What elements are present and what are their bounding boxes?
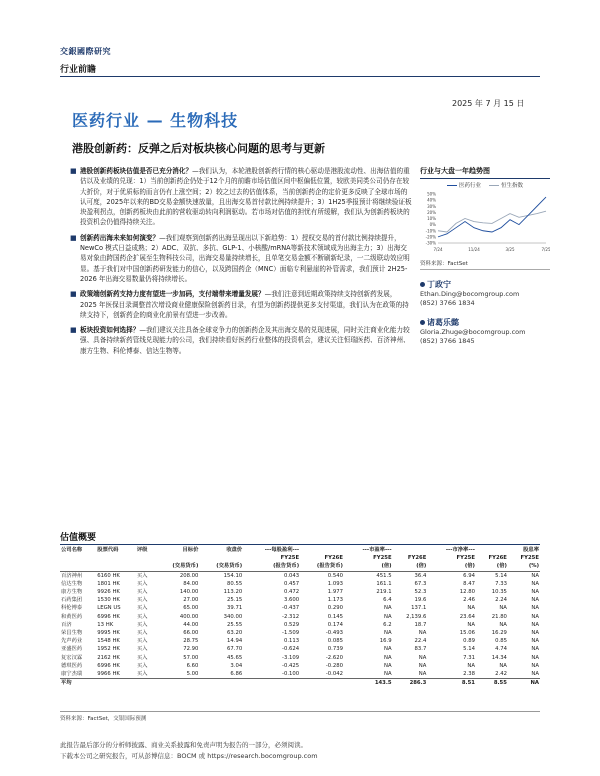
table-row <box>60 621 540 629</box>
y-tick-label: 0% <box>429 222 436 228</box>
y-tick-label: -10% <box>425 228 436 234</box>
person-icon <box>420 320 425 325</box>
table-cell: 复宏汉霖 <box>61 654 83 661</box>
table-header-cell: 收盘价 <box>226 547 243 554</box>
table-cell: 石药集团 <box>61 597 83 604</box>
legend-item <box>447 181 481 189</box>
table-cell: -3.109 <box>282 654 300 661</box>
table-cell: 6.86 <box>230 670 243 677</box>
table-total-row <box>60 679 540 688</box>
table-cell: NA <box>383 613 392 620</box>
table-cell: NA <box>467 662 475 669</box>
table-cell: 买入 <box>136 572 148 579</box>
table-header-cell: (报告货币) <box>300 562 344 571</box>
table-cell: 44.00 <box>183 621 199 628</box>
table-cell: NA <box>531 580 539 587</box>
table-cell: 1530 HK <box>97 597 120 604</box>
table-row <box>60 604 540 612</box>
table-cell: -0.624 <box>282 646 300 653</box>
table-cell: NA <box>383 670 392 677</box>
table-cell: 7.31 <box>463 654 475 661</box>
y-tick-label: 50% <box>427 191 436 197</box>
table-cell: 1801 HK <box>97 580 120 587</box>
table-header-cell: 股息率 <box>523 547 539 554</box>
table-cell: NA <box>499 605 507 612</box>
table-header-cell: FY25E <box>520 555 539 562</box>
table-header-cell: 评级 <box>136 547 148 554</box>
table-cell: 52.3 <box>414 589 427 596</box>
legend-swatch <box>447 185 457 187</box>
table-cell: 买入 <box>136 580 148 587</box>
analyst-card <box>420 318 550 346</box>
table-cell: 0.145 <box>327 613 343 620</box>
table-cell: 13 HK <box>97 621 114 628</box>
table-header-cell <box>96 554 136 562</box>
table-row <box>60 571 540 580</box>
analyst-email[interactable]: Ethan.Ding@bocomgroup.com <box>420 290 520 298</box>
table-cell: 1.173 <box>327 597 343 604</box>
table-header-cell: FY25E <box>373 555 392 562</box>
table-header-cell: FY25E <box>280 555 300 562</box>
table-cell: 8.47 <box>463 580 475 587</box>
table-cell: 6.2 <box>383 621 392 628</box>
table-header-cell: ---市盈率--- <box>362 547 392 554</box>
table-cell: 平均 <box>60 679 96 688</box>
table-header-cell: (交易货币) <box>199 562 243 571</box>
table-cell: NA <box>467 621 475 628</box>
table-header-cell <box>136 554 156 562</box>
table-cell: 18.7 <box>414 621 427 628</box>
series-line <box>438 197 546 237</box>
table-header-cell <box>199 554 243 562</box>
summary-paragraph <box>70 166 412 228</box>
table-header-cell: (报告货币) <box>243 562 300 571</box>
table-cell: -2.312 <box>282 613 300 620</box>
table-row <box>60 580 540 588</box>
table-cell: NA <box>383 629 392 636</box>
table-header-cell: FY26E <box>324 555 343 562</box>
table-cell: NA <box>531 662 539 669</box>
chart-source: 资料来源：FactSet <box>420 259 550 270</box>
analyst-phone: (852) 3766 1845 <box>420 337 475 345</box>
table-header-cell <box>60 562 96 571</box>
table-cell: -0.280 <box>325 662 343 669</box>
y-tick-label: 30% <box>427 203 436 209</box>
table-row <box>60 645 540 653</box>
table-cell: 143.5 <box>344 679 393 688</box>
legend-label: 恒生指数 <box>501 183 524 189</box>
table-header-cell <box>60 554 96 562</box>
table-cell: -0.437 <box>282 605 300 612</box>
table-header-row <box>60 546 540 554</box>
table-cell: 8.55 <box>476 679 508 688</box>
table-cell <box>96 679 136 688</box>
table-header-cell: (倍) <box>344 562 393 571</box>
table-cell: NA <box>531 605 539 612</box>
table-cell: 买入 <box>136 613 148 620</box>
table-cell: 2,139.6 <box>406 613 427 620</box>
table-cell: 161.1 <box>376 580 392 587</box>
table-cell: 23.64 <box>459 613 475 620</box>
sector-title: 医药行业 — 生物科技 <box>72 111 239 130</box>
table-cell: 27.00 <box>183 597 199 604</box>
table-cell: 9966 HK <box>97 670 120 677</box>
table-row <box>60 653 540 661</box>
table-cell: NA <box>418 654 427 661</box>
x-tick-label: 3/25 <box>505 247 515 252</box>
table-header-cell <box>136 562 156 571</box>
table-cell: 12.80 <box>459 589 475 596</box>
table-cell: NA <box>499 621 507 628</box>
report-title: 港股创新药：反弹之后对板块核心问题的思考与更新 <box>72 142 325 155</box>
table-cell: 6.4 <box>383 597 392 604</box>
trend-chart-svg <box>420 191 550 253</box>
y-tick-label: -20% <box>425 234 436 240</box>
paragraph-lead: 政策端创新药支持力度有望进一步加码，支付端带来增量发展？ <box>80 290 265 299</box>
table-cell: 9995 HK <box>97 629 120 636</box>
table-row <box>60 613 540 621</box>
table-cell: 买入 <box>136 670 148 677</box>
table-cell: 25.55 <box>227 621 243 628</box>
table-cell: 和黄医药 <box>61 613 83 620</box>
table-cell: 0.540 <box>327 572 343 579</box>
table-header-cell <box>156 554 200 562</box>
table-cell: NA <box>531 646 539 653</box>
table-cell: NA <box>383 662 392 669</box>
table-cell: NA <box>531 638 539 645</box>
paragraph-lead: 港股创新药板块估值是否已充分消化？ <box>80 167 193 175</box>
table-cell: 83.7 <box>414 646 427 653</box>
table-header-cell: FY26E <box>488 555 507 562</box>
table-cell: NA <box>467 605 475 612</box>
table-cell: 10.35 <box>491 589 507 596</box>
table-header-cell: ---每股盈利--- <box>264 547 300 554</box>
table-cell: 36.4 <box>414 572 427 579</box>
table-cell: 康宁杰瑞 <box>61 670 83 677</box>
table-cell: 137.1 <box>411 605 427 612</box>
table-header-row <box>60 562 540 571</box>
y-tick-label: -30% <box>425 240 436 246</box>
table-cell: NA <box>383 605 392 612</box>
table-cell: 百济 <box>61 621 72 628</box>
table-cell: 7.33 <box>495 580 507 587</box>
table-cell: 0.529 <box>283 621 300 628</box>
valuation-table <box>60 546 540 687</box>
table-cell: 荣昌生物 <box>61 629 83 636</box>
disclaimer-line[interactable]: 下载本公司之研究报告，可从彭博信息：BOCM 或 https://research.bocomgroup.com <box>60 752 318 760</box>
table-cell: 5.14 <box>495 572 507 579</box>
table-cell: 买入 <box>136 638 148 645</box>
report-date: 2025 年 7 月 15 日 <box>452 99 525 108</box>
summary-paragraph <box>70 325 412 356</box>
table-cell: 63.20 <box>227 629 243 636</box>
table-cell: 0.174 <box>327 621 343 628</box>
table-cell: 28.75 <box>183 638 199 645</box>
paragraph-text: —我们建议关注具备全球竞争力的创新药企及其出海交易的兑现进展，同时关注商业化能力较强、具备持续新药管线兑现能力的公司，我们持续看好医药行业整体的投资机会，建议关注恒瑞医药、百济神州、康方生物、科伦博泰、信达生物等。 <box>80 326 410 355</box>
table-row <box>60 588 540 596</box>
table-divider <box>60 544 540 545</box>
table-cell <box>136 679 156 688</box>
bullet-icon: ■ <box>70 290 77 299</box>
table-cell: 3.04 <box>230 662 243 669</box>
x-tick-label: 7/25 <box>541 247 550 252</box>
bullet-icon: ■ <box>70 326 77 335</box>
table-cell: NA <box>531 670 539 677</box>
trend-chart <box>420 191 550 257</box>
analyst-email[interactable]: Gloria.Zhuge@bocomgroup.com <box>420 328 526 336</box>
table-cell: 买入 <box>136 589 148 596</box>
table-header-cell: 目标价 <box>182 547 199 554</box>
table-cell: 1952 HK <box>97 646 120 653</box>
table-row <box>60 629 540 637</box>
chart-title: 行业与大盘一年趋势图 <box>420 166 550 179</box>
table-cell: 57.00 <box>183 654 199 661</box>
table-cell: 0.472 <box>283 589 300 596</box>
table-cell: 25.15 <box>227 597 243 604</box>
table-cell: 340.00 <box>223 613 243 620</box>
table-cell: 21.80 <box>491 613 507 620</box>
table-cell: 6.60 <box>186 662 199 669</box>
table-header-cell: ---市净率--- <box>445 547 475 554</box>
table-header-cell: 公司名称 <box>61 547 83 554</box>
disclaimer-line: 此报告最后部分的分析师披露、商业关系披露和免责声明为报告的一部分，必须阅读。 <box>60 741 307 749</box>
table-cell: NA <box>508 679 540 688</box>
table-header-cell: (倍) <box>427 562 476 571</box>
table-cell <box>156 679 200 688</box>
table-cell: 买入 <box>136 662 148 669</box>
table-cell: 154.10 <box>223 572 243 579</box>
table-source: 资料来源：FactSet，交银国际预测 <box>60 716 147 722</box>
table-header-cell: (%) <box>508 562 540 571</box>
paragraph-text: —我们注意到近期政策持续支持创新药发展，2025 年医保目录调整首次增设商业健康保险创新药目录，有望为创新药提供更多支付渠道，我们认为在政策的持续支持下，创新药企的商业化前景有望进一步改善。 <box>80 290 409 319</box>
analyst-name: 诸葛乐懿 <box>420 318 550 327</box>
analyst-card <box>420 280 550 308</box>
table-cell: 208.00 <box>179 572 199 579</box>
table-cell: LEGN US <box>97 605 121 612</box>
table-cell: 80.55 <box>227 580 243 587</box>
analyst-phone: (852) 3766 1834 <box>420 299 475 307</box>
table-cell: NA <box>531 597 539 604</box>
table-cell: 0.085 <box>327 638 343 645</box>
table-header-cell <box>300 546 344 554</box>
table-cell: 67.3 <box>414 580 427 587</box>
table-cell: 15.06 <box>459 629 475 636</box>
table-cell: 买入 <box>136 621 148 628</box>
summary-paragraph <box>70 289 412 320</box>
table-cell: 22.4 <box>414 638 427 645</box>
table-header-cell: (交易货币) <box>156 562 200 571</box>
table-cell: 买入 <box>136 605 148 612</box>
disclaimer <box>60 740 318 762</box>
table-cell: 14.34 <box>491 654 507 661</box>
table-cell: 1.977 <box>327 589 343 596</box>
table-cell: NA <box>531 621 539 628</box>
valuation-table-title: 估值概要 <box>60 533 97 543</box>
table-cell: 8.51 <box>427 679 476 688</box>
table-cell: 72.90 <box>183 646 199 653</box>
table-cell: 39.71 <box>227 605 243 612</box>
table-row <box>60 670 540 679</box>
table-cell: 3.600 <box>283 597 300 604</box>
table-cell: 0.043 <box>283 572 300 579</box>
table-cell: 4.74 <box>495 646 507 653</box>
table-cell: 0.89 <box>463 638 475 645</box>
y-tick-label: 10% <box>427 216 436 221</box>
table-cell: 113.20 <box>223 589 243 596</box>
table-cell: 66.00 <box>183 629 199 636</box>
table-cell: 45.65 <box>227 654 243 661</box>
legend-swatch <box>489 185 499 187</box>
table-cell: 9926 HK <box>97 589 120 596</box>
table-cell: 400.00 <box>179 613 199 620</box>
table-cell: 67.70 <box>227 646 243 653</box>
table-header-cell: FY26E <box>407 555 427 562</box>
bullet-icon: ■ <box>70 167 77 175</box>
table-cell: -0.100 <box>282 670 300 677</box>
paragraph-lead: 创新药出海未来如何演变？ <box>80 233 160 242</box>
table-cell: 0.457 <box>283 580 300 587</box>
table-cell: 451.5 <box>376 572 392 579</box>
table-cell: 6.94 <box>463 572 475 579</box>
table-cell: NA <box>418 662 427 669</box>
table-cell: -0.425 <box>282 662 300 669</box>
table-cell: 2.38 <box>463 670 475 677</box>
table-header-cell: FY25E <box>456 555 475 562</box>
table-cell: 16.9 <box>379 638 392 645</box>
table-cell: 1548 HK <box>97 638 120 645</box>
table-cell: 6160 HK <box>97 572 120 579</box>
table-cell: NA <box>418 670 427 677</box>
header-divider <box>60 76 540 77</box>
legend-item <box>489 181 523 189</box>
table-cell <box>300 679 344 688</box>
table-cell: 买入 <box>136 646 148 653</box>
table-cell: NA <box>531 629 539 636</box>
bullet-icon: ■ <box>70 233 77 242</box>
table-cell: NA <box>418 629 427 636</box>
table-cell: 19.6 <box>414 597 427 604</box>
table-cell: NA <box>499 662 507 669</box>
table-cell: NA <box>531 654 539 661</box>
table-cell: 买入 <box>136 597 148 604</box>
table-cell: NA <box>531 613 539 620</box>
table-cell: 0.113 <box>283 638 300 645</box>
table-cell: 2.42 <box>495 670 507 677</box>
table-cell: 84.00 <box>183 580 199 587</box>
table-bottom-divider <box>60 711 540 712</box>
table-cell: 0.739 <box>327 646 343 653</box>
table-cell: 康方生物 <box>61 589 83 596</box>
table-header-cell: (倍) <box>476 562 508 571</box>
table-cell: 16.29 <box>491 629 507 636</box>
analyst-name: 丁政宁 <box>420 280 550 289</box>
table-cell: 2.24 <box>495 597 507 604</box>
table-cell: 6996 HK <box>97 613 120 620</box>
summary-paragraph <box>70 233 412 284</box>
table-header-cell: 股票代码 <box>97 547 119 554</box>
table-header-row <box>60 554 540 562</box>
paragraph-text: —我们认为，本轮港股创新药行情的核心驱动是港股流动性、出海估值的重估以及业绩的兑现：1）当前创新药企仍处于12个月的前瞻市场估值区间中枢偏低位置，较欧美同类公司仍存在较大折价，对于优质标的而言仍有上涨空间；2）较之过去的估值体系，当前创新药企的定价更多反映了全球市场的认可度，2025年以来的BD交易金额快速放量，且出海交易首付款比例持续提升；3）1H25季报预计将继续验证板块盈利拐点，创新药板块由此前的营收驱动转向利润驱动。若市场对估值的担忧有所缓解，我们认为创新药板块的投资机会仍值得持续关注。 <box>80 167 412 227</box>
report-category: 行业前瞻 <box>60 65 97 75</box>
table-cell: 百济神州 <box>61 572 83 579</box>
table-cell: 亚盛医药 <box>61 646 83 653</box>
table-cell: 0.290 <box>327 605 343 612</box>
table-cell: -0.042 <box>325 670 343 677</box>
table-header-cell <box>96 562 136 571</box>
x-tick-label: 11/24 <box>468 247 480 252</box>
table-cell: 14.94 <box>227 638 243 645</box>
table-cell: 买入 <box>136 629 148 636</box>
table-cell <box>199 679 243 688</box>
table-cell: 5.00 <box>186 670 199 677</box>
table-cell: 2.46 <box>463 597 475 604</box>
table-row <box>60 637 540 645</box>
table-header-cell <box>476 546 508 554</box>
table-cell: 65.00 <box>183 605 199 612</box>
x-tick-label: 7/24 <box>433 247 443 252</box>
table-cell: 286.3 <box>393 679 428 688</box>
table-cell: 2162 HK <box>97 654 120 661</box>
table-cell: 219.1 <box>376 589 392 596</box>
y-tick-label: 40% <box>427 197 436 203</box>
table-cell: -0.493 <box>325 629 343 636</box>
table-cell: 140.00 <box>179 589 199 596</box>
legend-label: 医药行业 <box>458 183 481 189</box>
chart-legend <box>420 181 550 189</box>
table-cell: -2.620 <box>325 654 343 661</box>
table-cell: NA <box>531 589 539 596</box>
table-cell: 德琪医药 <box>61 662 83 669</box>
table-cell: 信达生物 <box>61 580 83 587</box>
brand-logo: 交銀國際研究 <box>60 47 111 56</box>
table-cell: NA <box>531 572 539 579</box>
table-cell: 先声药业 <box>61 638 83 645</box>
table-cell: 5.14 <box>463 646 475 653</box>
table-header-cell: (倍) <box>393 562 428 571</box>
sidebar <box>420 166 550 346</box>
table-cell: 6996 HK <box>97 662 120 669</box>
table-cell: 科伦博泰 <box>61 605 83 612</box>
table-cell: 1.093 <box>327 580 343 587</box>
table-cell: NA <box>383 654 392 661</box>
table-row <box>60 662 540 670</box>
paragraph-text: —我们观察到创新药出海呈现出以下新趋势：1）授权交易的首付款比例持续提升，NewCo 模式日益成熟；2）ADC、双抗、多抗、GLP-1、小核酸/mRNA等新技术领域成为出海主力；3）出海交易对象由跨国药企扩展至生物科技公司，出海交易量持续增长，且单笔交易金额不断刷新纪录，一二级联动效应明显。基于我们对中国创新药研发能力的信心，以及跨国药企（MNC）面临专利悬崖的补管需求，我们预计 2H25-2026 年出海交易数量仍将持续增长。 <box>80 233 410 283</box>
table-cell: 买入 <box>136 654 148 661</box>
table-cell <box>243 679 300 688</box>
table-cell: NA <box>383 646 392 653</box>
paragraph-lead: 板块投资如何选择？ <box>80 326 140 335</box>
y-tick-label: 20% <box>427 209 436 215</box>
person-icon <box>420 282 425 287</box>
table-cell: 0.85 <box>495 638 507 645</box>
table-cell: -1.509 <box>282 629 300 636</box>
table-row <box>60 596 540 604</box>
summary-section <box>70 166 412 361</box>
table-header-cell <box>393 546 428 554</box>
